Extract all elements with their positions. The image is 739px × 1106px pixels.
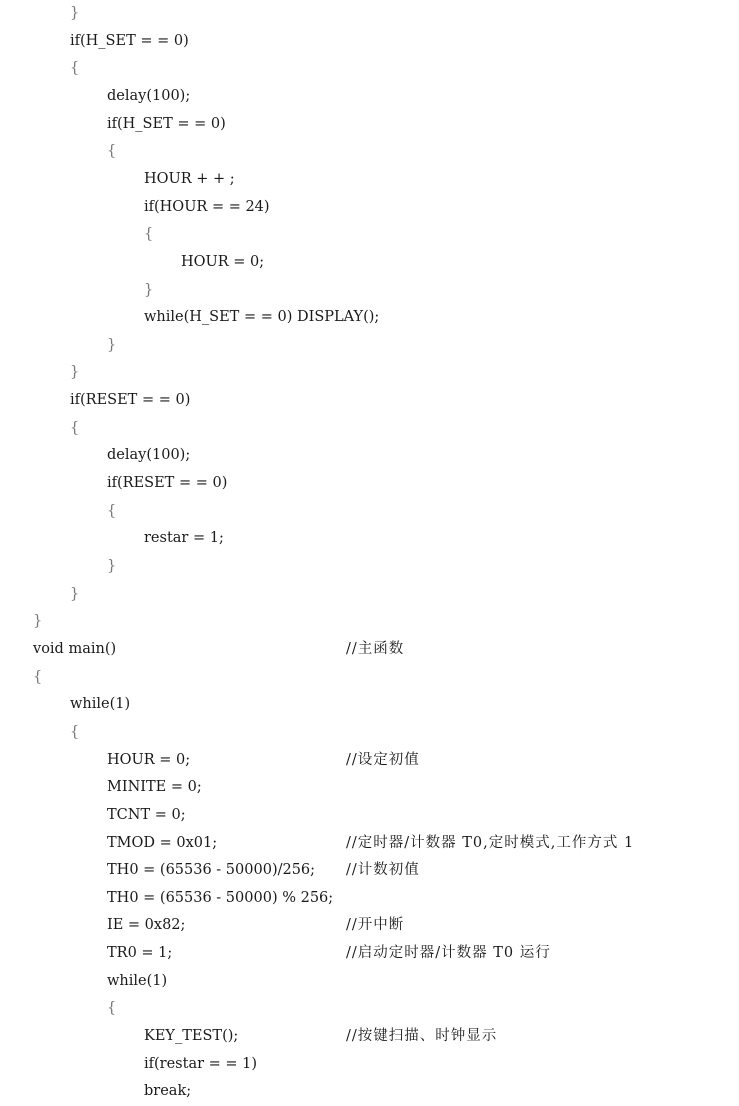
code-comment: //计数初值	[346, 862, 420, 879]
code-text: }	[144, 281, 154, 298]
code-text: if(RESET = = 0)	[70, 392, 191, 409]
code-line	[0, 940, 739, 966]
code-line	[0, 608, 739, 634]
code-comment: //开中断	[346, 917, 405, 934]
code-line	[0, 249, 739, 275]
code-line	[0, 719, 739, 745]
code-line	[0, 1023, 739, 1049]
code-text: if(H_SET = = 0)	[107, 115, 226, 132]
code-line	[0, 995, 739, 1021]
code-text: {	[107, 143, 117, 160]
code-text: HOUR + + ;	[144, 170, 235, 187]
code-line	[0, 830, 739, 856]
code-text: if(restar = = 1)	[144, 1055, 258, 1072]
code-line	[0, 885, 739, 911]
code-line	[0, 470, 739, 496]
code-line	[0, 553, 739, 579]
code-text: if(H_SET = = 0)	[70, 32, 189, 49]
code-text: while(H_SET = = 0) DISPLAY();	[144, 309, 380, 326]
code-line	[0, 138, 739, 164]
code-text: while(1)	[107, 972, 168, 989]
code-line	[0, 415, 739, 441]
code-text: }	[107, 336, 117, 353]
code-comment: //主函数	[346, 640, 405, 657]
code-line	[0, 83, 739, 109]
code-line	[0, 332, 739, 358]
code-text: delay(100);	[107, 87, 191, 104]
code-line	[0, 111, 739, 137]
code-text: TH0 = (65536 - 50000)/256;	[107, 862, 316, 879]
code-line	[0, 277, 739, 303]
code-text: if(RESET = = 0)	[107, 475, 228, 492]
code-line	[0, 498, 739, 524]
code-line	[0, 636, 739, 662]
code-text: }	[70, 5, 80, 21]
code-text: delay(100);	[107, 447, 191, 464]
code-text: }	[107, 558, 117, 574]
code-line	[0, 304, 739, 330]
code-text: HOUR = 0;	[181, 253, 265, 270]
code-line	[0, 28, 739, 54]
code-line	[0, 802, 739, 828]
code-line	[0, 359, 739, 385]
code-line	[0, 857, 739, 883]
code-text: HOUR = 0;	[107, 751, 191, 768]
code-text: {	[70, 723, 80, 740]
code-text: MINITE = 0;	[107, 779, 202, 796]
code-text: }	[70, 585, 80, 602]
code-text: KEY_TEST();	[144, 1028, 239, 1045]
code-comment: //启动定时器/计数器 T0 运行	[346, 945, 551, 962]
code-text: break;	[144, 1083, 192, 1100]
code-comment: //定时器/计数器 T0,定时模式,工作方式 1	[346, 834, 635, 851]
code-line	[0, 0, 739, 26]
code-text: TMOD = 0x01;	[107, 834, 218, 851]
code-line	[0, 691, 739, 717]
code-line	[0, 221, 739, 247]
code-text: while(1)	[70, 696, 131, 713]
code-text: IE = 0x82;	[107, 917, 186, 934]
code-line	[0, 581, 739, 607]
code-line	[0, 166, 739, 192]
code-line	[0, 747, 739, 773]
code-line	[0, 55, 739, 81]
code-comment: //按键扫描、时钟显示	[346, 1028, 498, 1045]
code-line	[0, 525, 739, 551]
code-text: }	[33, 613, 43, 630]
code-text: {	[107, 502, 117, 519]
code-line	[0, 1078, 739, 1104]
code-line	[0, 194, 739, 220]
code-text: if(HOUR = = 24)	[144, 198, 270, 215]
code-text: {	[33, 668, 43, 685]
code-line	[0, 774, 739, 800]
code-line	[0, 664, 739, 690]
code-line	[0, 1051, 739, 1077]
code-text: {	[107, 1000, 117, 1017]
code-text: {	[144, 226, 154, 243]
code-line	[0, 912, 739, 938]
code-comment: //设定初值	[346, 751, 420, 768]
code-text: {	[70, 419, 80, 436]
code-text: TR0 = 1;	[107, 945, 173, 962]
code-text: TCNT = 0;	[107, 806, 186, 823]
code-line	[0, 387, 739, 413]
code-line	[0, 442, 739, 468]
code-line	[0, 968, 739, 994]
code-text: }	[70, 364, 80, 381]
code-text: TH0 = (65536 - 50000) % 256;	[107, 889, 334, 906]
code-text: {	[70, 60, 80, 77]
code-text: restar = 1;	[144, 530, 224, 547]
code-text: void main()	[33, 640, 117, 657]
